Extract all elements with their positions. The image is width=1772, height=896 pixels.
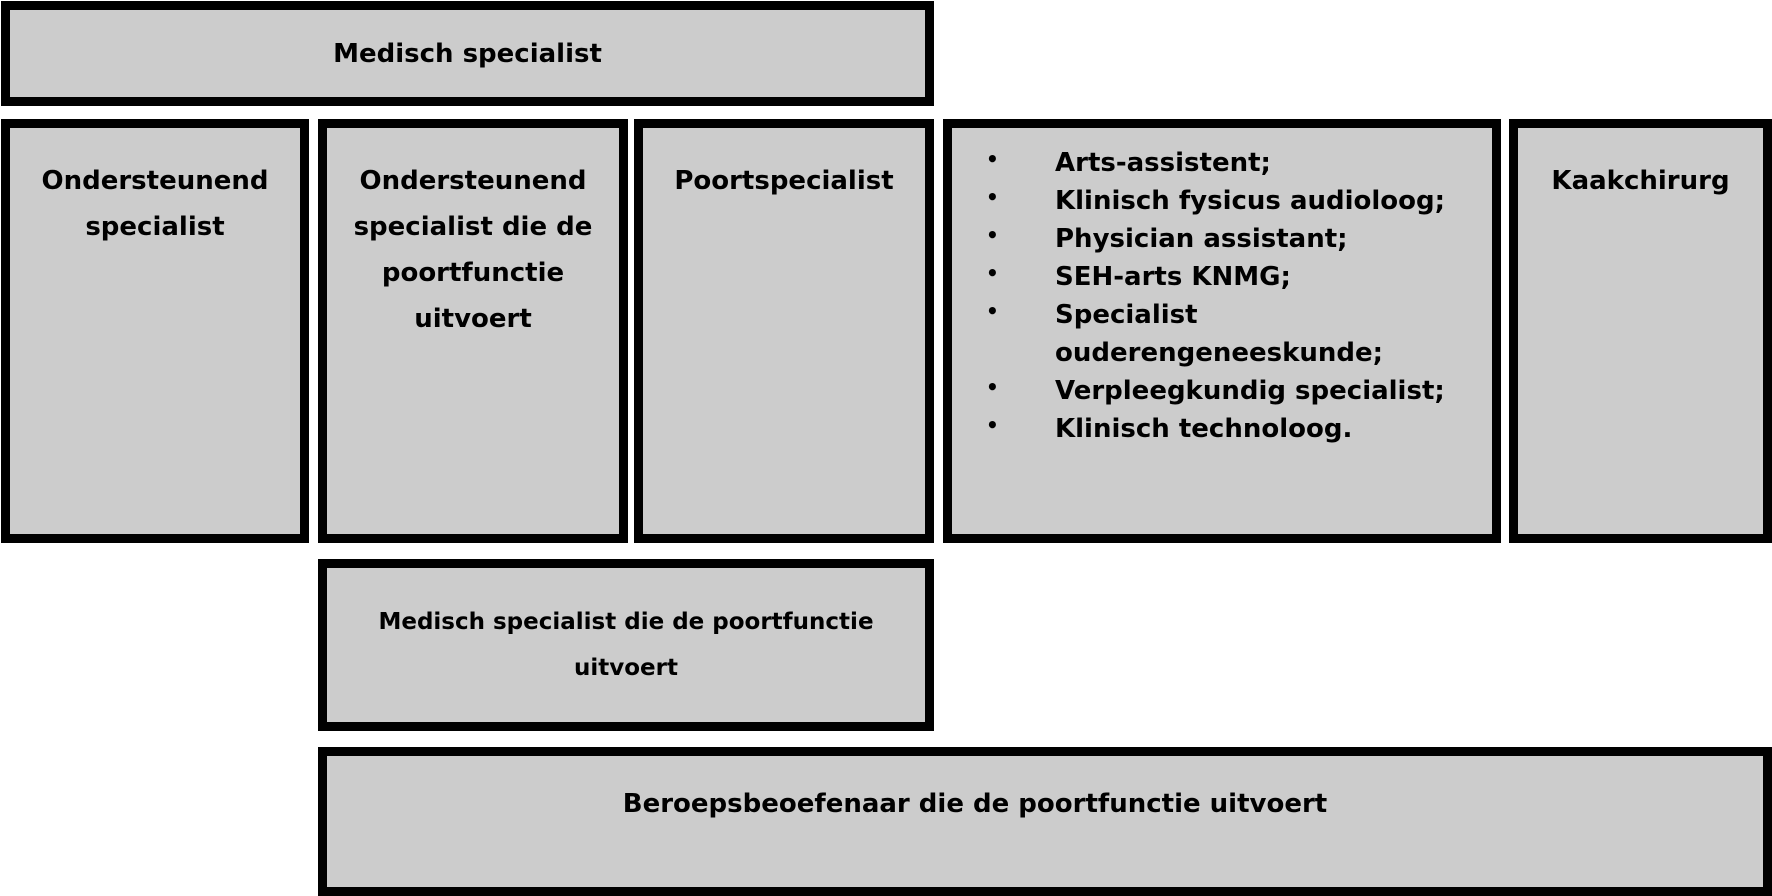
list-item-label: Specialist ouderengeneeskunde; (1055, 300, 1384, 368)
ondersteunend-specialist-label: Ondersteunend specialist (41, 166, 269, 242)
bullet-icon: • (986, 261, 999, 285)
bullet-icon: • (986, 185, 999, 209)
list-item (952, 296, 1492, 372)
bullet-icon: • (986, 299, 999, 323)
kaakchirurg-box (1509, 119, 1772, 543)
kaakchirurg-label: Kaakchirurg (1551, 166, 1730, 196)
role-list (952, 144, 1492, 448)
poortspecialist-box (634, 119, 934, 543)
role-list-box (943, 119, 1501, 543)
medisch-specialist-label: Medisch specialist (333, 38, 602, 69)
bullet-icon: • (986, 223, 999, 247)
list-item-label: Verpleegkundig specialist; (1055, 376, 1445, 406)
medisch-poort-specialist-label: Medisch specialist die de poortfunctie uitvoert (378, 609, 874, 681)
beroepsbeoefenaar-box (318, 747, 1772, 896)
ondersteunend-poort-specialist-label: Ondersteunend specialist die de poortfunctie uitvoert (353, 166, 593, 334)
bullet-icon: • (986, 147, 999, 171)
list-item (952, 144, 1492, 182)
poortspecialist-label: Poortspecialist (674, 166, 894, 196)
list-item (952, 182, 1492, 220)
bullet-icon: • (986, 375, 999, 399)
list-item (952, 220, 1492, 258)
list-item-label: Klinisch fysicus audioloog; (1055, 186, 1446, 216)
list-item (952, 372, 1492, 410)
bullet-icon: • (986, 413, 999, 437)
list-item-label: SEH-arts KNMG; (1055, 262, 1291, 292)
list-item-label: Physician assistant; (1055, 224, 1348, 254)
beroepsbeoefenaar-label: Beroepsbeoefenaar die de poortfunctie uitvoert (622, 789, 1328, 819)
ondersteunend-poort-specialist-box (318, 119, 628, 543)
medisch-poort-specialist-box (318, 559, 934, 731)
list-item (952, 410, 1492, 448)
list-item-label: Arts-assistent; (1055, 148, 1271, 178)
list-item (952, 258, 1492, 296)
medisch-specialist-box (1, 1, 934, 106)
list-item-label: Klinisch technoloog. (1055, 414, 1353, 444)
ondersteunend-specialist-box (1, 119, 309, 543)
